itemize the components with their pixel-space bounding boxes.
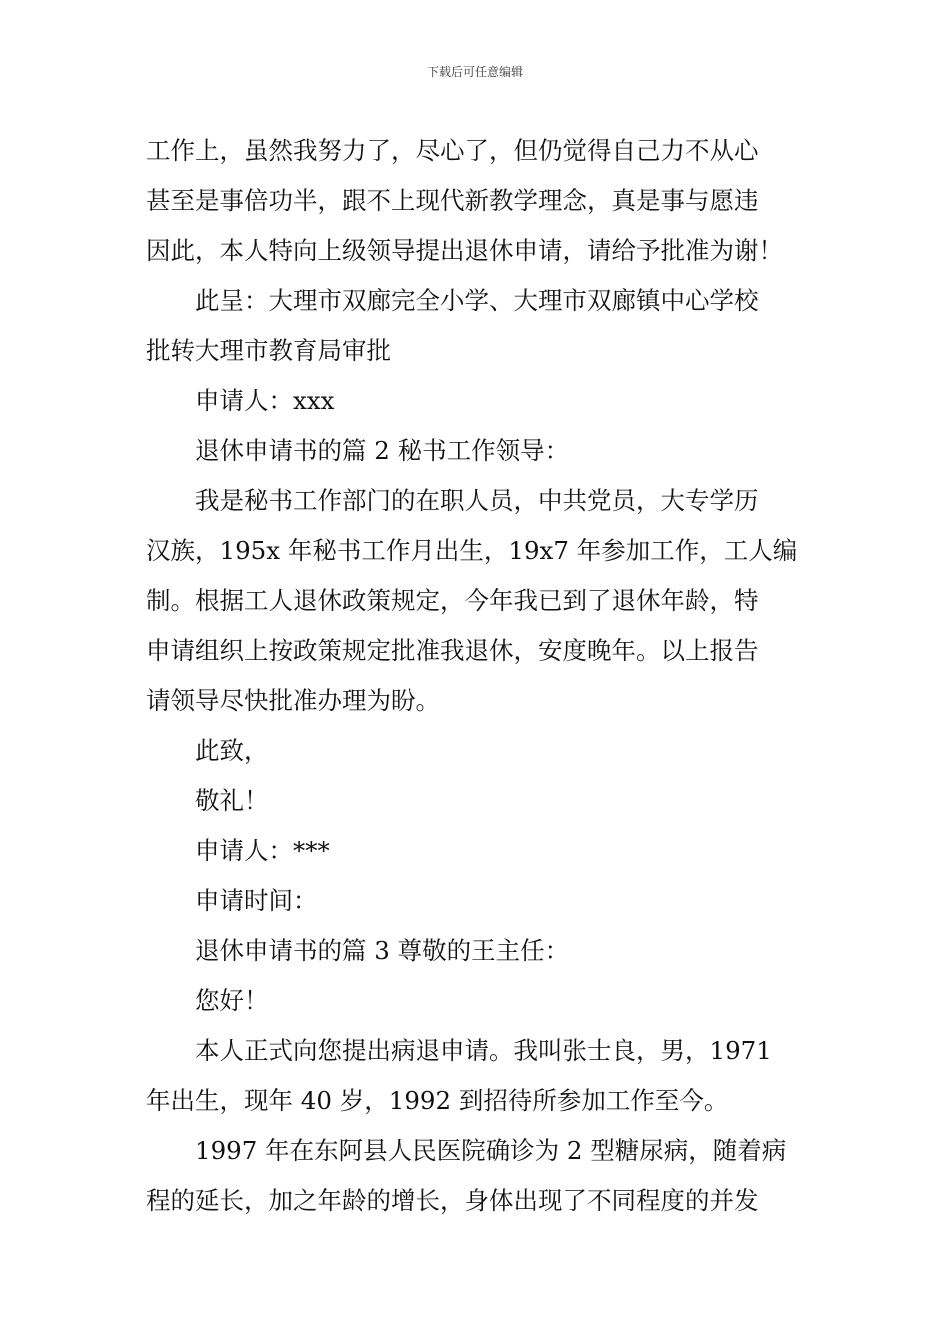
text-line: 批转大理市教育局审批 <box>146 336 391 365</box>
text-line: 我是秘书工作部门的在职人员，中共党员，大专学历 <box>195 486 759 515</box>
text-line: 甚至是事倍功半，跟不上现代新教学理念，真是事与愿违 <box>146 186 759 215</box>
text-line: 年出生，现年 40 岁，1992 到招待所参加工作至今。 <box>146 1086 729 1115</box>
section-heading-line: 退休申请书的篇 2 秘书工作领导： <box>195 436 570 465</box>
text-line: 此致， <box>195 736 269 765</box>
text-line: 汉族，195x 年秘书工作月出生，19x7 年参加工作，工人编 <box>146 536 798 565</box>
text-line: 因此，本人特向上级领导提出退休申请，请给予批准为谢！ <box>146 236 783 265</box>
text-line: 请领导尽快批准办理为盼。 <box>146 686 440 715</box>
text-line: 制。根据工人退休政策规定，今年我已到了退休年龄，特 <box>146 586 759 615</box>
text-line: 敬礼！ <box>195 786 269 815</box>
text-line: 工作上，虽然我努力了，尽心了，但仍觉得自己力不从心 <box>146 136 759 165</box>
text-line: 申请人：xxx <box>195 386 335 415</box>
text-line: 申请人：*** <box>195 836 330 865</box>
text-line: 申请组织上按政策规定批准我退休，安度晚年。以上报告 <box>146 636 759 665</box>
document-body <box>146 126 806 1226</box>
text-line: 此呈：大理市双廊完全小学、大理市双廊镇中心学校 <box>195 286 759 315</box>
text-line: 申请时间： <box>195 886 318 915</box>
text-line: 本人正式向您提出病退申请。我叫张士良，男，1971 <box>195 1036 772 1065</box>
page-header: 下载后可任意编辑 <box>426 65 523 79</box>
text-line: 您好！ <box>195 986 269 1015</box>
section-heading-line: 退休申请书的篇 3 尊敬的王主任： <box>195 936 570 965</box>
text-line: 1997 年在东阿县人民医院确诊为 2 型糖尿病，随着病 <box>195 1136 787 1165</box>
text-line: 程的延长，加之年龄的增长，身体出现了不同程度的并发 <box>146 1186 759 1215</box>
